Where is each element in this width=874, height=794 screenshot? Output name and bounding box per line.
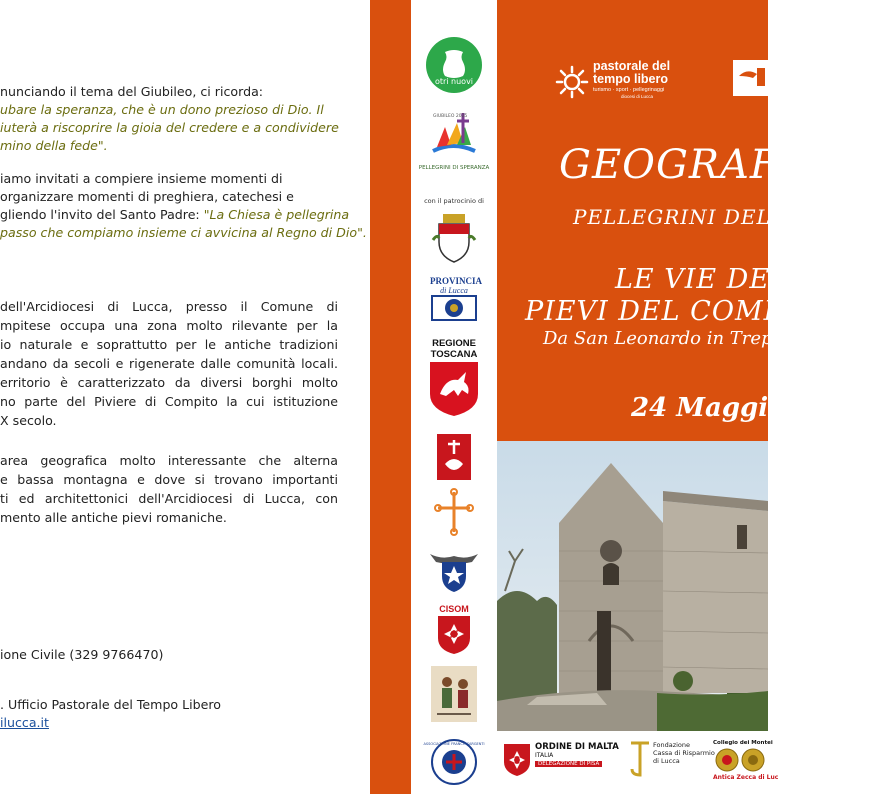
eagle-shield-icon: [428, 548, 480, 594]
cover-date: 24 Maggio 2: [631, 393, 813, 423]
patrocinio-label: con il patrocinio di: [424, 197, 484, 205]
pastorale-line4: diocesi di Lucca: [621, 94, 654, 99]
cover-title: GEOGRAFIE D: [559, 142, 873, 188]
orange-spine-strip: [370, 0, 411, 794]
para4-line4: mento alle antiche pievi romaniche.: [0, 510, 227, 525]
associazione-sargenti-logo: [423, 738, 485, 786]
para1-line1: nunciando il tema del Giubileo, ci ricorda:: [0, 84, 264, 99]
pellegrini-text: PELLEGRINI DI SPERANZA: [418, 165, 490, 171]
para1-line3: iuterà a riscoprire la gioia del credere e a condividere: [0, 120, 339, 135]
para3-line3: io naturale e soprattutto per le antiche tradizioni: [0, 337, 338, 352]
regione-toscana-logo: [424, 338, 484, 422]
para3-line6: no parte del Piviere di Compito la cui istituzione: [0, 394, 338, 409]
giubileo-logo: [418, 107, 490, 173]
cover-pievi: PIEVI DEL COMPITESE: [525, 296, 874, 327]
orange-cross-icon: [432, 488, 476, 536]
pieve-church-image: [497, 441, 768, 731]
pilgrim-shell-icon: [437, 434, 471, 480]
fondazione-line1: Fondazione: [653, 741, 691, 749]
contact-email-link[interactable]: ilucca.it: [0, 715, 49, 730]
para1-line4: mino della fede".: [0, 138, 108, 153]
para3-line7: X secolo.: [0, 413, 57, 428]
para2-line3-text: gliendo l'invito del Santo Padre:: [0, 207, 204, 222]
cover-vie: LE VIE DELLA: [615, 264, 829, 295]
church-photo: [497, 441, 768, 731]
para3-line2: mpitese occupa una zona molto rilevante per la: [0, 318, 338, 333]
para2-line2: organizzare momenti di preghiera, catechesi e: [0, 189, 294, 204]
historical-group-logo: [431, 666, 477, 722]
cisom-text: CISOM: [439, 604, 469, 614]
fondazione-logo-icon: [627, 739, 653, 779]
malta-line2: ITALIA: [535, 752, 554, 759]
collegio-line2: Antica Zecca di Luc: [713, 774, 779, 781]
provincia-lucca-text: di Lucca: [440, 286, 468, 295]
para3-line5: erritorio è caratterizzato da diversi borghi molto: [0, 375, 338, 390]
malta-line1: ORDINE DI MALTA: [535, 742, 619, 752]
fondazione-line2: Cassa di Risparmio: [653, 749, 715, 757]
provincia-text: PROVINCIA: [430, 276, 483, 286]
pastorale-logo-text: [593, 60, 670, 100]
otri-nuovi-logo: [425, 36, 483, 94]
cover-route: Da San Leonardo in Trepon: [543, 328, 795, 349]
para4-line2: e bassa montagna e dove si trovano importanti: [0, 472, 338, 487]
otri-nuovi-text: otri nuovi: [434, 77, 474, 86]
associazione-text: ASSOCIAZIONE FRANCO SARGENTI: [423, 742, 485, 746]
provincia-lucca-logo: [430, 276, 483, 325]
contact-phone: ione Civile (329 9766470): [0, 647, 164, 662]
para1-line2: ubare la speranza, che è un dono prezioso di Dio. Il: [0, 102, 324, 117]
para2-line4: passo che compiamo insieme ci avvicina al Regno di Dio".: [0, 225, 367, 240]
para2-line1: iamo invitati a compiere insieme momenti di: [0, 171, 283, 186]
para4-line1: area geografica molto interessante che alterna: [0, 453, 338, 468]
toscana-text: TOSCANA: [430, 349, 478, 360]
comune-crest-icon: [431, 210, 477, 266]
para2-line3-quote: "La Chiesa è pellegrina: [203, 207, 350, 222]
sun-icon: [555, 65, 589, 99]
sponsor-logo-column: [411, 0, 497, 794]
para3-line4: andano da secoli e rigenerate dalle comunità locali.: [0, 356, 338, 371]
collegio-line1: Collegio dei Montei: [713, 740, 773, 746]
pegasus-shield-icon: [428, 360, 480, 418]
para4-line3: ti ed architettonici dell'Arcidiocesi di Lucca, con: [0, 491, 338, 506]
contact-office: . Ufficio Pastorale del Tempo Libero: [0, 697, 222, 712]
bottom-sponsor-strip: [497, 731, 779, 794]
pastorale-line1: pastorale del: [593, 59, 671, 73]
maltese-cross-icon: [436, 614, 472, 656]
provincia-emblem-icon: [431, 295, 477, 321]
fondazione-line3: di Lucca: [653, 757, 680, 765]
para3-line1: dell'Arcidiocesi di Lucca, presso il Comune di: [0, 299, 338, 314]
fondazione-text: [653, 741, 715, 765]
para2-line3: [0, 206, 349, 225]
collegio-coins-icon: [715, 747, 768, 773]
malta-line3: DELEGAZIONE DI PISA: [535, 761, 602, 767]
malta-shield-icon: [503, 743, 531, 777]
pastorale-line2: tempo libero: [593, 72, 669, 86]
regione-text: REGIONE: [432, 338, 476, 349]
left-text-panel: [0, 0, 370, 794]
pastorale-line3: turismo · sport · pellegrinaggi: [593, 87, 665, 93]
cover-subtitle: PELLEGRINI DELLA S: [573, 205, 823, 229]
giubileo-text: GIUBILEO 2025: [433, 114, 468, 119]
cisom-logo: [434, 604, 474, 660]
